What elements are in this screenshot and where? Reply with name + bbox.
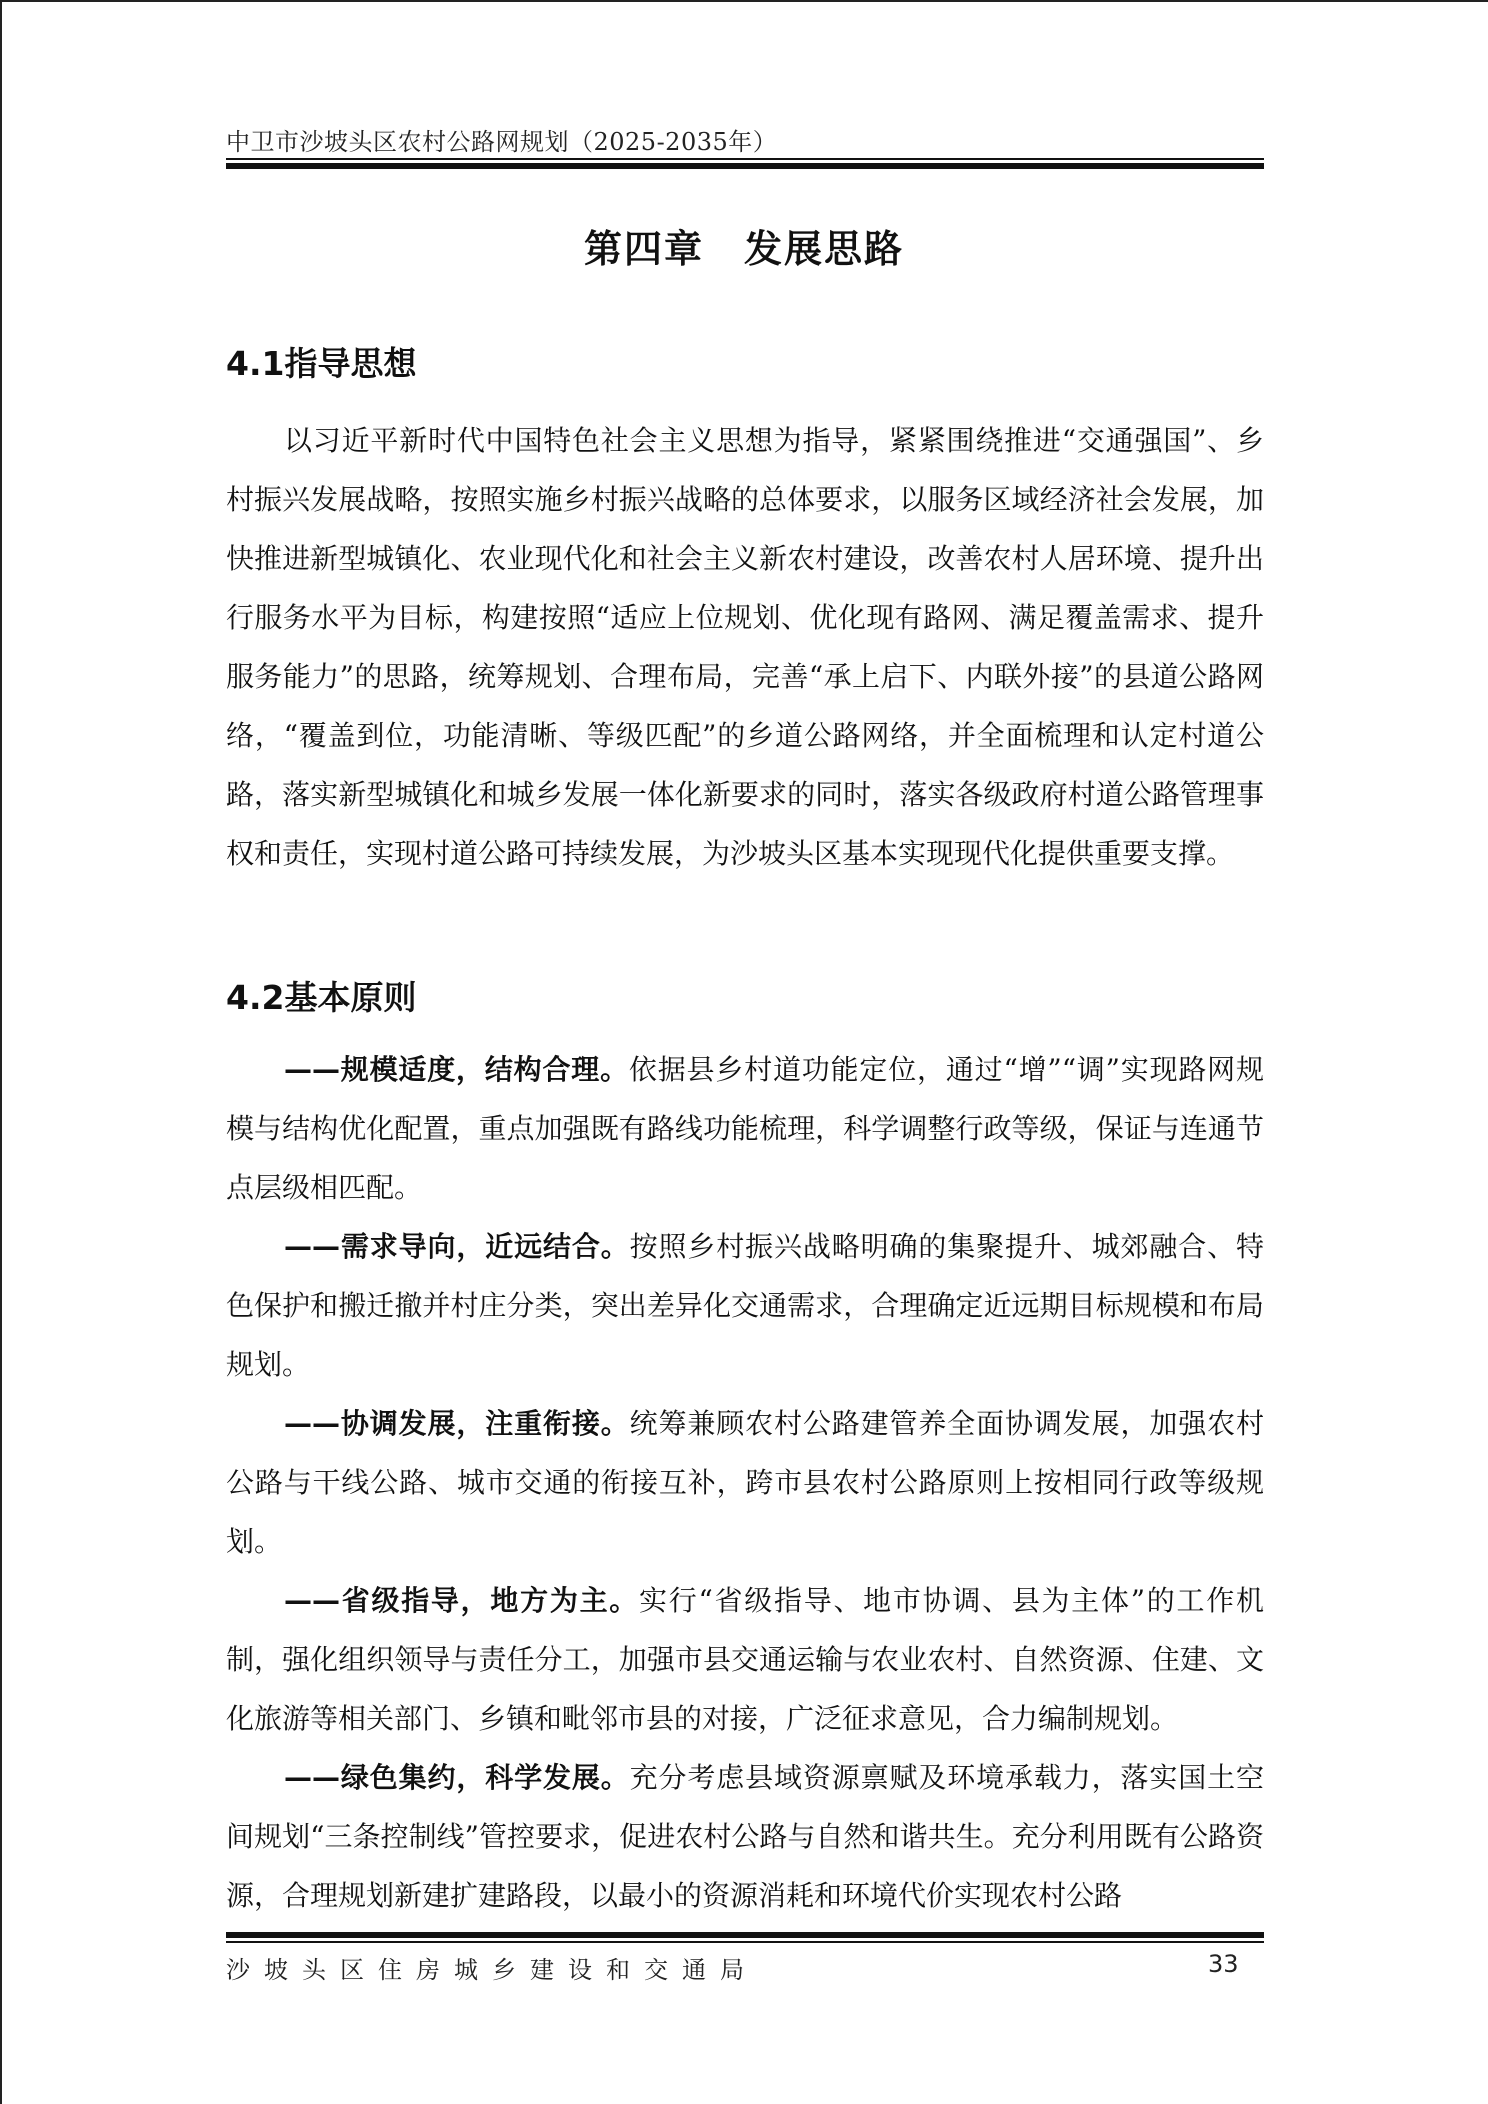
principle-text: 统筹兼顾农村公路建管养全面协调发展，加强农村公路与干线公路、城市交通的衔接互补，跨市县农村公路原则上按相同行政等级规划。 — [226, 1407, 1264, 1558]
principle-lead: ——规模适度，结构合理。 — [284, 1053, 629, 1086]
chapter-title: 第四章 发展思路 — [583, 227, 904, 271]
header-rule-thick — [226, 163, 1264, 169]
principle-item — [226, 1394, 1264, 1571]
header-rule-thin — [226, 158, 1264, 160]
principle-item — [226, 1748, 1264, 1925]
running-header: 中卫市沙坡头区农村公路网规划（2025-2035年） — [226, 128, 778, 156]
principle-text: 实行“省级指导、地市协调、县为主体”的工作机制，强化组织领导与责任分工，加强市县交通运输与农业农村、自然资源、住建、文化旅游等相关部门、乡镇和毗邻市县的对接，广泛征求意见，合力编制规划。 — [226, 1584, 1264, 1735]
principle-item — [226, 1040, 1264, 1217]
principle-item — [226, 1217, 1264, 1394]
page-top-border — [0, 0, 1488, 2]
principle-text: 依据县乡村道功能定位，通过“增”“调”实现路网规模与结构优化配置，重点加强既有路线功能梳理，科学调整行政等级，保证与连通节点层级相匹配。 — [226, 1053, 1264, 1204]
page-number: 33 — [1208, 1950, 1239, 1978]
principle-lead: ——协调发展，注重衔接。 — [284, 1407, 630, 1440]
principle-text: 按照乡村振兴战略明确的集聚提升、城郊融合、特色保护和搬迁撤并村庄分类，突出差异化交通需求，合理确定近远期目标规模和布局规划。 — [226, 1230, 1264, 1381]
principle-lead: ——省级指导，地方为主。 — [284, 1584, 640, 1617]
principle-lead: ——绿色集约，科学发展。 — [284, 1761, 630, 1794]
section-heading-4-2: 4.2基本原则 — [226, 978, 417, 1017]
footer-rule-thin — [226, 1941, 1264, 1943]
footer-rule-thick — [226, 1932, 1264, 1938]
principle-item — [226, 1571, 1264, 1748]
footer-organization: 沙坡头区住房城乡建设和交通局 — [226, 1956, 758, 1984]
page-left-border — [0, 0, 2, 2104]
principle-lead: ——需求导向，近远结合。 — [284, 1230, 630, 1263]
guiding-ideology-paragraph: 以习近平新时代中国特色社会主义思想为指导，紧紧围绕推进“交通强国”、乡村振兴发展战略，按照实施乡村振兴战略的总体要求，以服务区域经济社会发展，加快推进新型城镇化、农业现代化和社会主义新农村建设，改善农村人居环境、提升出行服务水平为目标，构建按照“适应上位规划、优化现有路网、满足覆盖需求、提升服务能力”的思路，统筹规划、合理布局，完善“承上启下、内联外接”的县道公路网络，“覆盖到位，功能清晰、等级匹配”的乡道公路网络，并全面梳理和认定村道公路，落实新型城镇化和城乡发展一体化新要求的同时，落实各级政府村道公路管理事权和责任，实现村道公路可持续发展，为沙坡头区基本实现现代化提供重要支撑。 — [226, 424, 1264, 870]
section-heading-4-1: 4.1指导思想 — [226, 344, 417, 383]
principle-text: 充分考虑县域资源禀赋及环境承载力，落实国土空间规划“三条控制线”管控要求，促进农村公路与自然和谐共生。充分利用既有公路资源，合理规划新建扩建路段，以最小的资源消耗和环境代价实现农村公路 — [226, 1761, 1264, 1912]
